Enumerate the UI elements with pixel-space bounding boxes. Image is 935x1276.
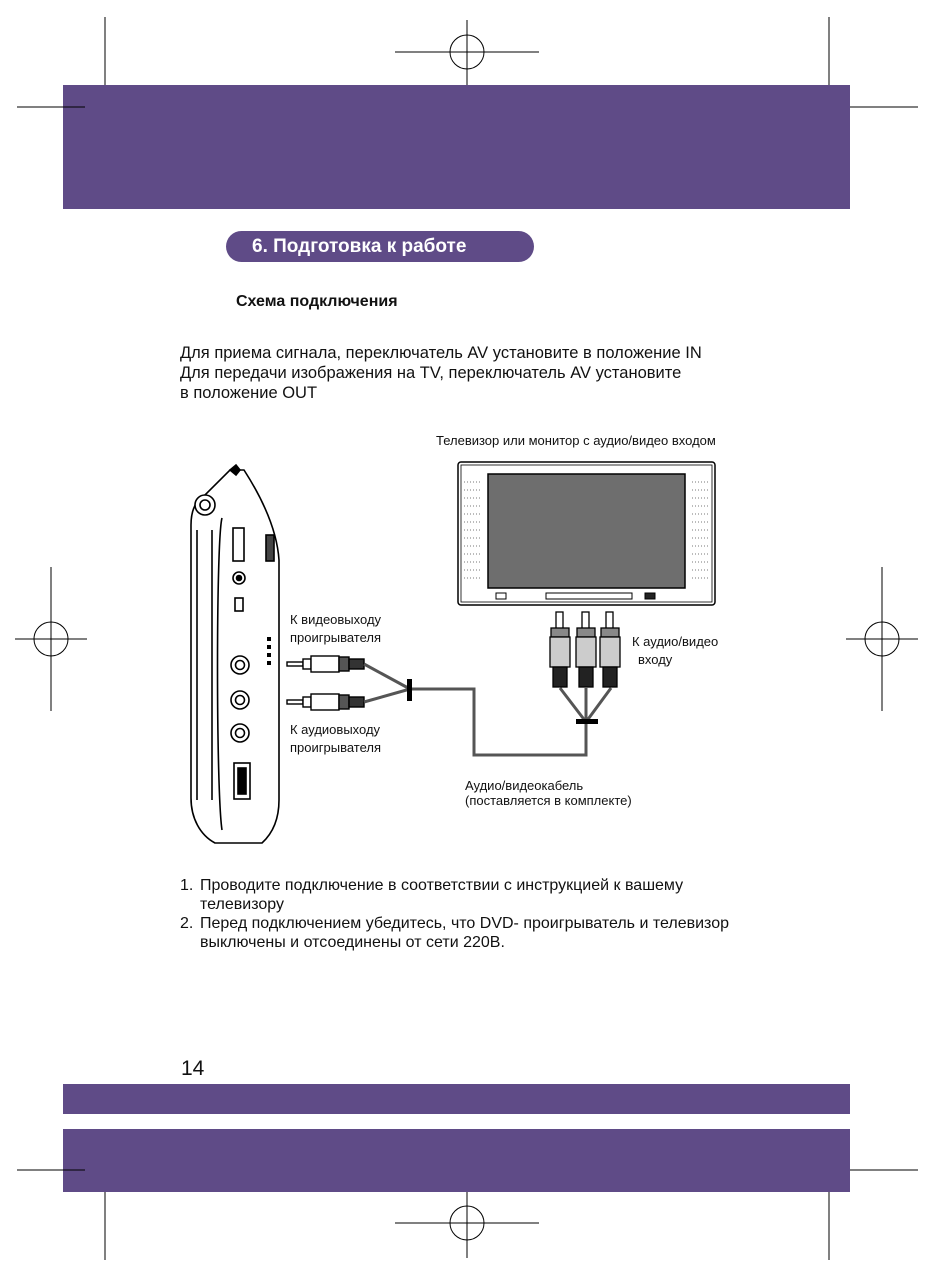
section-title: 6. Подготовка к работе	[226, 231, 534, 262]
video-out-label-line: проигрывателя	[290, 630, 382, 645]
list-number: 1.	[180, 877, 194, 894]
audio-out-label-line: К аудиовыходу	[290, 722, 381, 737]
cable-label-line: (поставляется в комплекте)	[465, 793, 632, 808]
video-out-label-line: К видеовыходу	[290, 612, 382, 627]
intro-line: Для передачи изображения на TV, переключатель AV установите	[180, 364, 682, 382]
subheading: Схема подключения	[236, 293, 398, 310]
av-in-label-line: входу	[638, 652, 673, 667]
notes-list	[180, 876, 729, 952]
intro-line: в положение OUT	[180, 384, 318, 402]
page-number: 14	[181, 1057, 205, 1080]
av-in-label	[632, 633, 718, 669]
list-item	[180, 876, 729, 914]
cable-splitter	[576, 719, 598, 724]
av-in-label-line: К аудио/видео	[632, 634, 719, 649]
list-number: 2.	[180, 915, 194, 932]
cable-clip	[407, 679, 412, 701]
audio-plug	[287, 694, 364, 710]
audio-out-label-line: проигрывателя	[290, 740, 382, 755]
list-item	[180, 914, 729, 952]
tv-caption: Телевизор или монитор с аудио/видео входом	[436, 433, 716, 448]
list-text: Проводите подключение в соответствии с инструкцией к вашему	[200, 877, 684, 894]
list-text: Перед подключением убедитесь, что DVD- проигрыватель и телевизор	[200, 915, 729, 932]
intro-line: Для приема сигнала, переключатель AV установите в положение IN	[180, 344, 702, 362]
cable-label-line: Аудио/видеокабель	[465, 778, 584, 793]
video-plug	[287, 656, 364, 672]
av-cable	[364, 664, 611, 755]
dvd-player-illustration	[191, 465, 279, 843]
list-text: телевизору	[200, 896, 284, 913]
audio-out-label	[290, 721, 381, 757]
list-text: выключены и отсоединены от сети 220В.	[200, 934, 505, 951]
tv-illustration	[458, 462, 715, 605]
video-out-label	[290, 611, 381, 647]
cable-label	[465, 778, 632, 808]
rca-plugs	[550, 612, 620, 687]
